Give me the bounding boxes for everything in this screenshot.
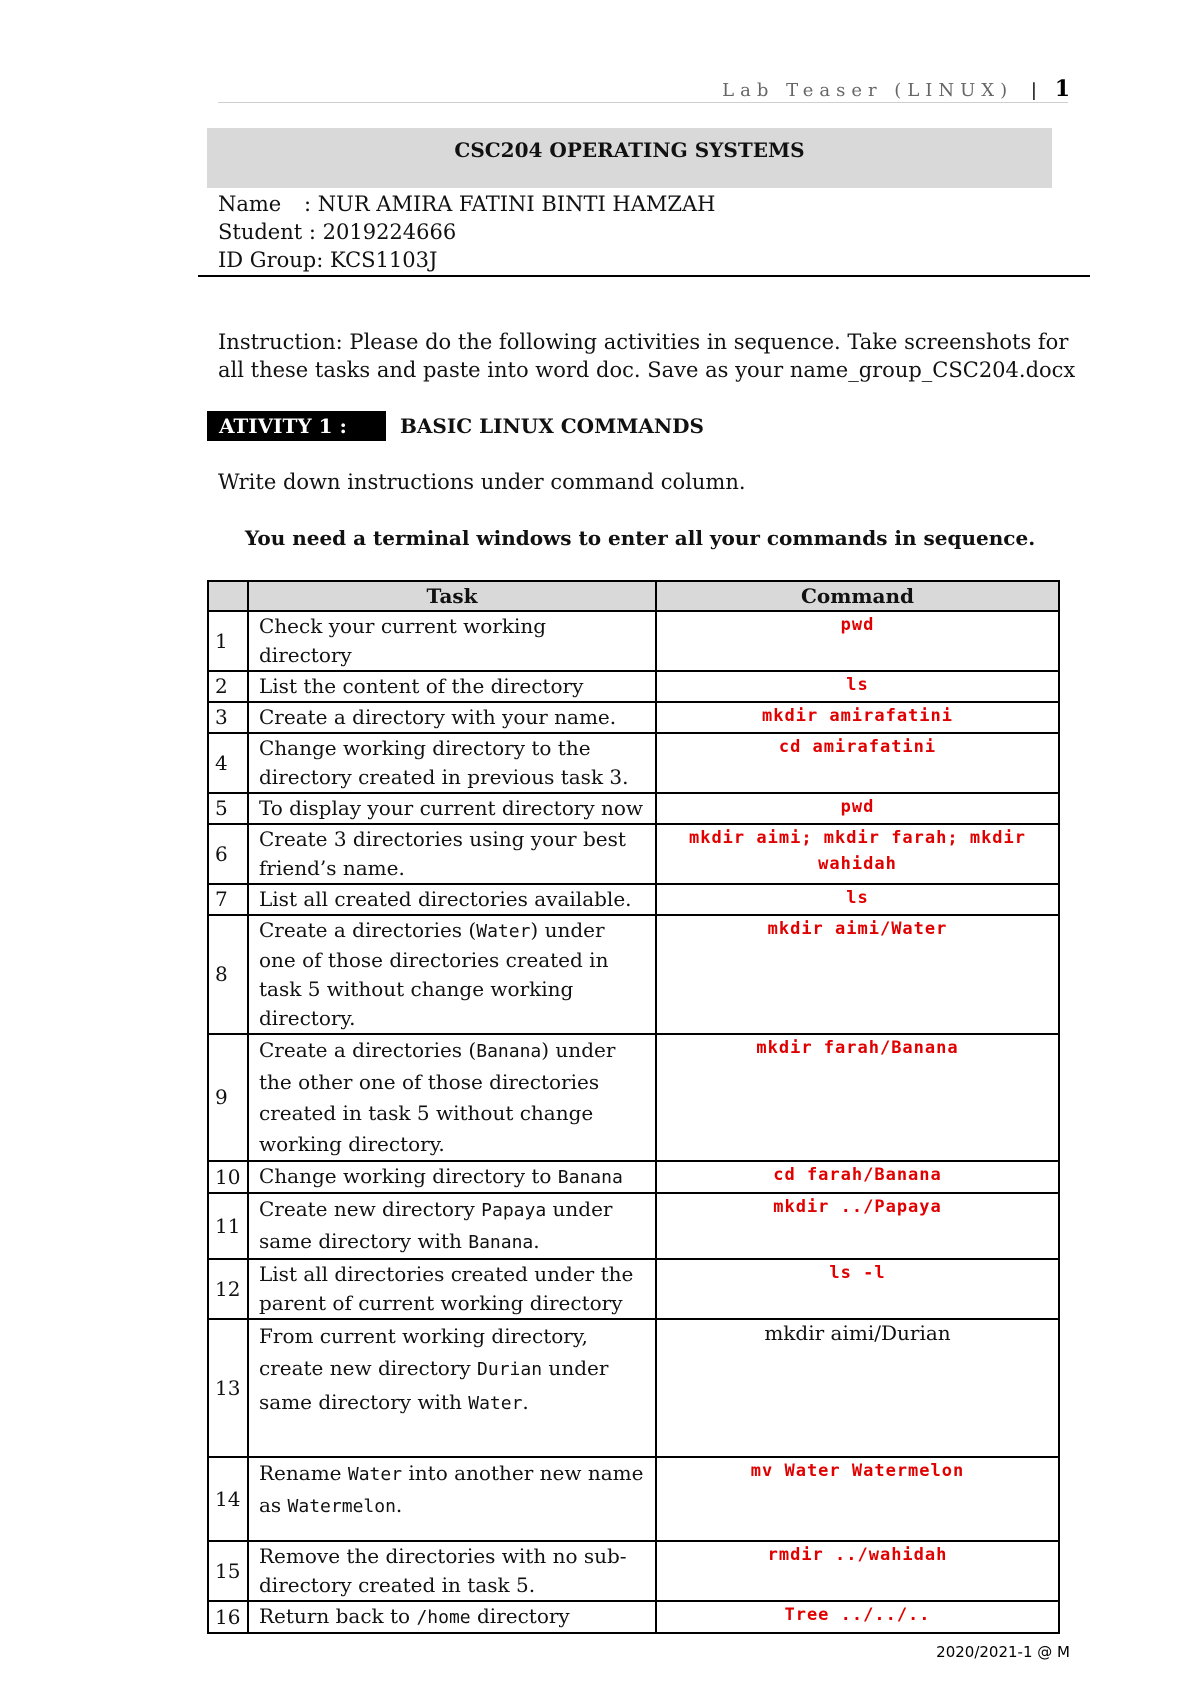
table-row: [208, 1034, 1059, 1161]
command-cell: Tree ../../..: [656, 1601, 1059, 1633]
command-cell: mkdir aimi; mkdir farah; mkdir wahidah: [656, 824, 1059, 884]
course-title: CSC204 OPERATING SYSTEMS: [207, 128, 1052, 188]
row-number: 14: [208, 1457, 248, 1541]
task-cell: [248, 1034, 656, 1161]
task-cell: [248, 1457, 656, 1541]
terminal-note: You need a terminal windows to enter all your commands in sequence.: [244, 526, 1036, 550]
task-text: .: [522, 1390, 529, 1414]
table-row: [208, 1319, 1059, 1457]
table-row: [208, 824, 1059, 884]
task-code: Water: [476, 921, 531, 942]
row-number: 5: [208, 793, 248, 824]
task-text: ) under the other one of those directories created in task 5 without change working directory.: [259, 1038, 616, 1156]
table-row: [208, 1601, 1059, 1633]
table-row: [208, 1161, 1059, 1193]
task-cell: List the content of the directory: [248, 671, 656, 702]
task-text: ) under one of those directories created in task 5 without change working directory.: [259, 918, 609, 1030]
id-group-row: [218, 246, 715, 274]
table-row: [208, 733, 1059, 793]
table-row: [208, 884, 1059, 915]
student-row: [218, 218, 715, 246]
task-text: Return back to: [259, 1604, 417, 1628]
row-number: 13: [208, 1319, 248, 1457]
table-row: [208, 702, 1059, 733]
command-cell: mv Water Watermelon: [656, 1457, 1059, 1541]
task-text: From current working directory, create new directory: [259, 1324, 588, 1380]
task-text: under same directory with: [259, 1197, 613, 1253]
header-separator: |: [1030, 80, 1037, 101]
command-cell: mkdir ../Papaya: [656, 1193, 1059, 1259]
command-cell: mkdir aimi/Water: [656, 915, 1059, 1034]
task-text: into another new name as: [259, 1461, 644, 1517]
task-code: Water: [468, 1393, 523, 1414]
activity-label: ATIVITY 1 :: [207, 411, 386, 441]
command-cell: pwd: [656, 611, 1059, 671]
row-number: 7: [208, 884, 248, 915]
write-instruction: Write down instructions under command column.: [218, 470, 746, 494]
task-cell: To display your current directory now: [248, 793, 656, 824]
task-text: Create new directory: [259, 1197, 482, 1221]
command-cell: cd farah/Banana: [656, 1161, 1059, 1193]
row-number: 3: [208, 702, 248, 733]
header-command: Command: [656, 581, 1059, 611]
table-row: [208, 671, 1059, 702]
name-label: Name: [218, 192, 282, 216]
task-cell: Create a directory with your name.: [248, 702, 656, 733]
command-cell: ls: [656, 671, 1059, 702]
task-code: Banana: [557, 1167, 623, 1188]
command-cell: cd amirafatini: [656, 733, 1059, 793]
page-header: [722, 76, 1070, 102]
activity-heading: [207, 412, 704, 440]
table-row: [208, 611, 1059, 671]
table-row: [208, 1193, 1059, 1259]
table-row: [208, 1541, 1059, 1601]
command-cell: ls -l: [656, 1259, 1059, 1319]
section-divider: [198, 275, 1090, 277]
student-value: : 2019224666: [308, 220, 457, 244]
task-text: Change working directory to: [259, 1164, 558, 1188]
task-text: .: [533, 1229, 540, 1253]
table-row: [208, 915, 1059, 1034]
header-title: Lab Teaser (LINUX): [722, 80, 1014, 101]
task-text: Create a directories (: [259, 1038, 477, 1062]
header-divider: [218, 102, 1068, 103]
table-row: [208, 1259, 1059, 1319]
header-task: Task: [248, 581, 656, 611]
page-footer: 2020/2021-1 @ M: [936, 1643, 1070, 1661]
row-number: 6: [208, 824, 248, 884]
command-cell: rmdir ../wahidah: [656, 1541, 1059, 1601]
task-cell: List all created directories available.: [248, 884, 656, 915]
task-cell: [248, 1193, 656, 1259]
command-cell: mkdir amirafatini: [656, 702, 1059, 733]
task-code: Papaya: [481, 1200, 547, 1221]
row-number: 4: [208, 733, 248, 793]
task-cell: List all directories created under the parent of current working directory: [248, 1259, 656, 1319]
task-text: under same directory with: [259, 1356, 609, 1414]
id-group-label: ID Group: [218, 248, 317, 272]
task-text: Rename: [259, 1461, 348, 1485]
instruction-text: Instruction: Please do the following activities in sequence. Take screenshots for all these tasks and paste into word doc. Save as your name_group_CSC204.docx: [218, 330, 1076, 382]
command-cell: mkdir farah/Banana: [656, 1034, 1059, 1161]
task-cell: [248, 1161, 656, 1193]
task-code: Banana: [476, 1041, 542, 1062]
task-text: Create a directories (: [259, 918, 477, 942]
task-text: .: [395, 1493, 403, 1517]
student-info: [218, 190, 715, 274]
task-cell: Remove the directories with no sub-directory created in task 5.: [248, 1541, 656, 1601]
student-label: Student: [218, 220, 303, 244]
task-cell: Change working directory to the directory created in previous task 3.: [248, 733, 656, 793]
row-number: 8: [208, 915, 248, 1034]
command-cell: pwd: [656, 793, 1059, 824]
row-number: 2: [208, 671, 248, 702]
row-number: 11: [208, 1193, 248, 1259]
command-cell: ls: [656, 884, 1059, 915]
id-group-value: : KCS1103J: [316, 248, 438, 272]
task-text: directory: [470, 1604, 570, 1628]
task-cell: [248, 1319, 656, 1457]
row-number: 16: [208, 1601, 248, 1633]
task-code: /home: [416, 1607, 471, 1628]
task-code: Water: [347, 1464, 403, 1485]
row-number: 15: [208, 1541, 248, 1601]
name-row: [218, 190, 715, 218]
task-code: Banana: [468, 1232, 534, 1253]
task-cell: [248, 915, 656, 1034]
row-number: 9: [208, 1034, 248, 1161]
header-no: [208, 581, 248, 611]
table-header-row: [208, 581, 1059, 611]
command-cell: mkdir aimi/Durian: [656, 1319, 1059, 1457]
table-row: [208, 1457, 1059, 1541]
task-code: Watermelon: [287, 1496, 396, 1517]
table-row: [208, 793, 1059, 824]
row-number: 12: [208, 1259, 248, 1319]
task-table: [207, 580, 1060, 1634]
activity-title: BASIC LINUX COMMANDS: [400, 414, 704, 438]
task-cell: Check your current working directory: [248, 611, 656, 671]
row-number: 10: [208, 1161, 248, 1193]
name-value: : NUR AMIRA FATINI BINTI HAMZAH: [304, 192, 716, 216]
task-cell: Create 3 directories using your best friend’s name.: [248, 824, 656, 884]
task-code: Durian: [477, 1359, 543, 1380]
task-cell: [248, 1601, 656, 1633]
page-number: 1: [1054, 76, 1070, 102]
row-number: 1: [208, 611, 248, 671]
